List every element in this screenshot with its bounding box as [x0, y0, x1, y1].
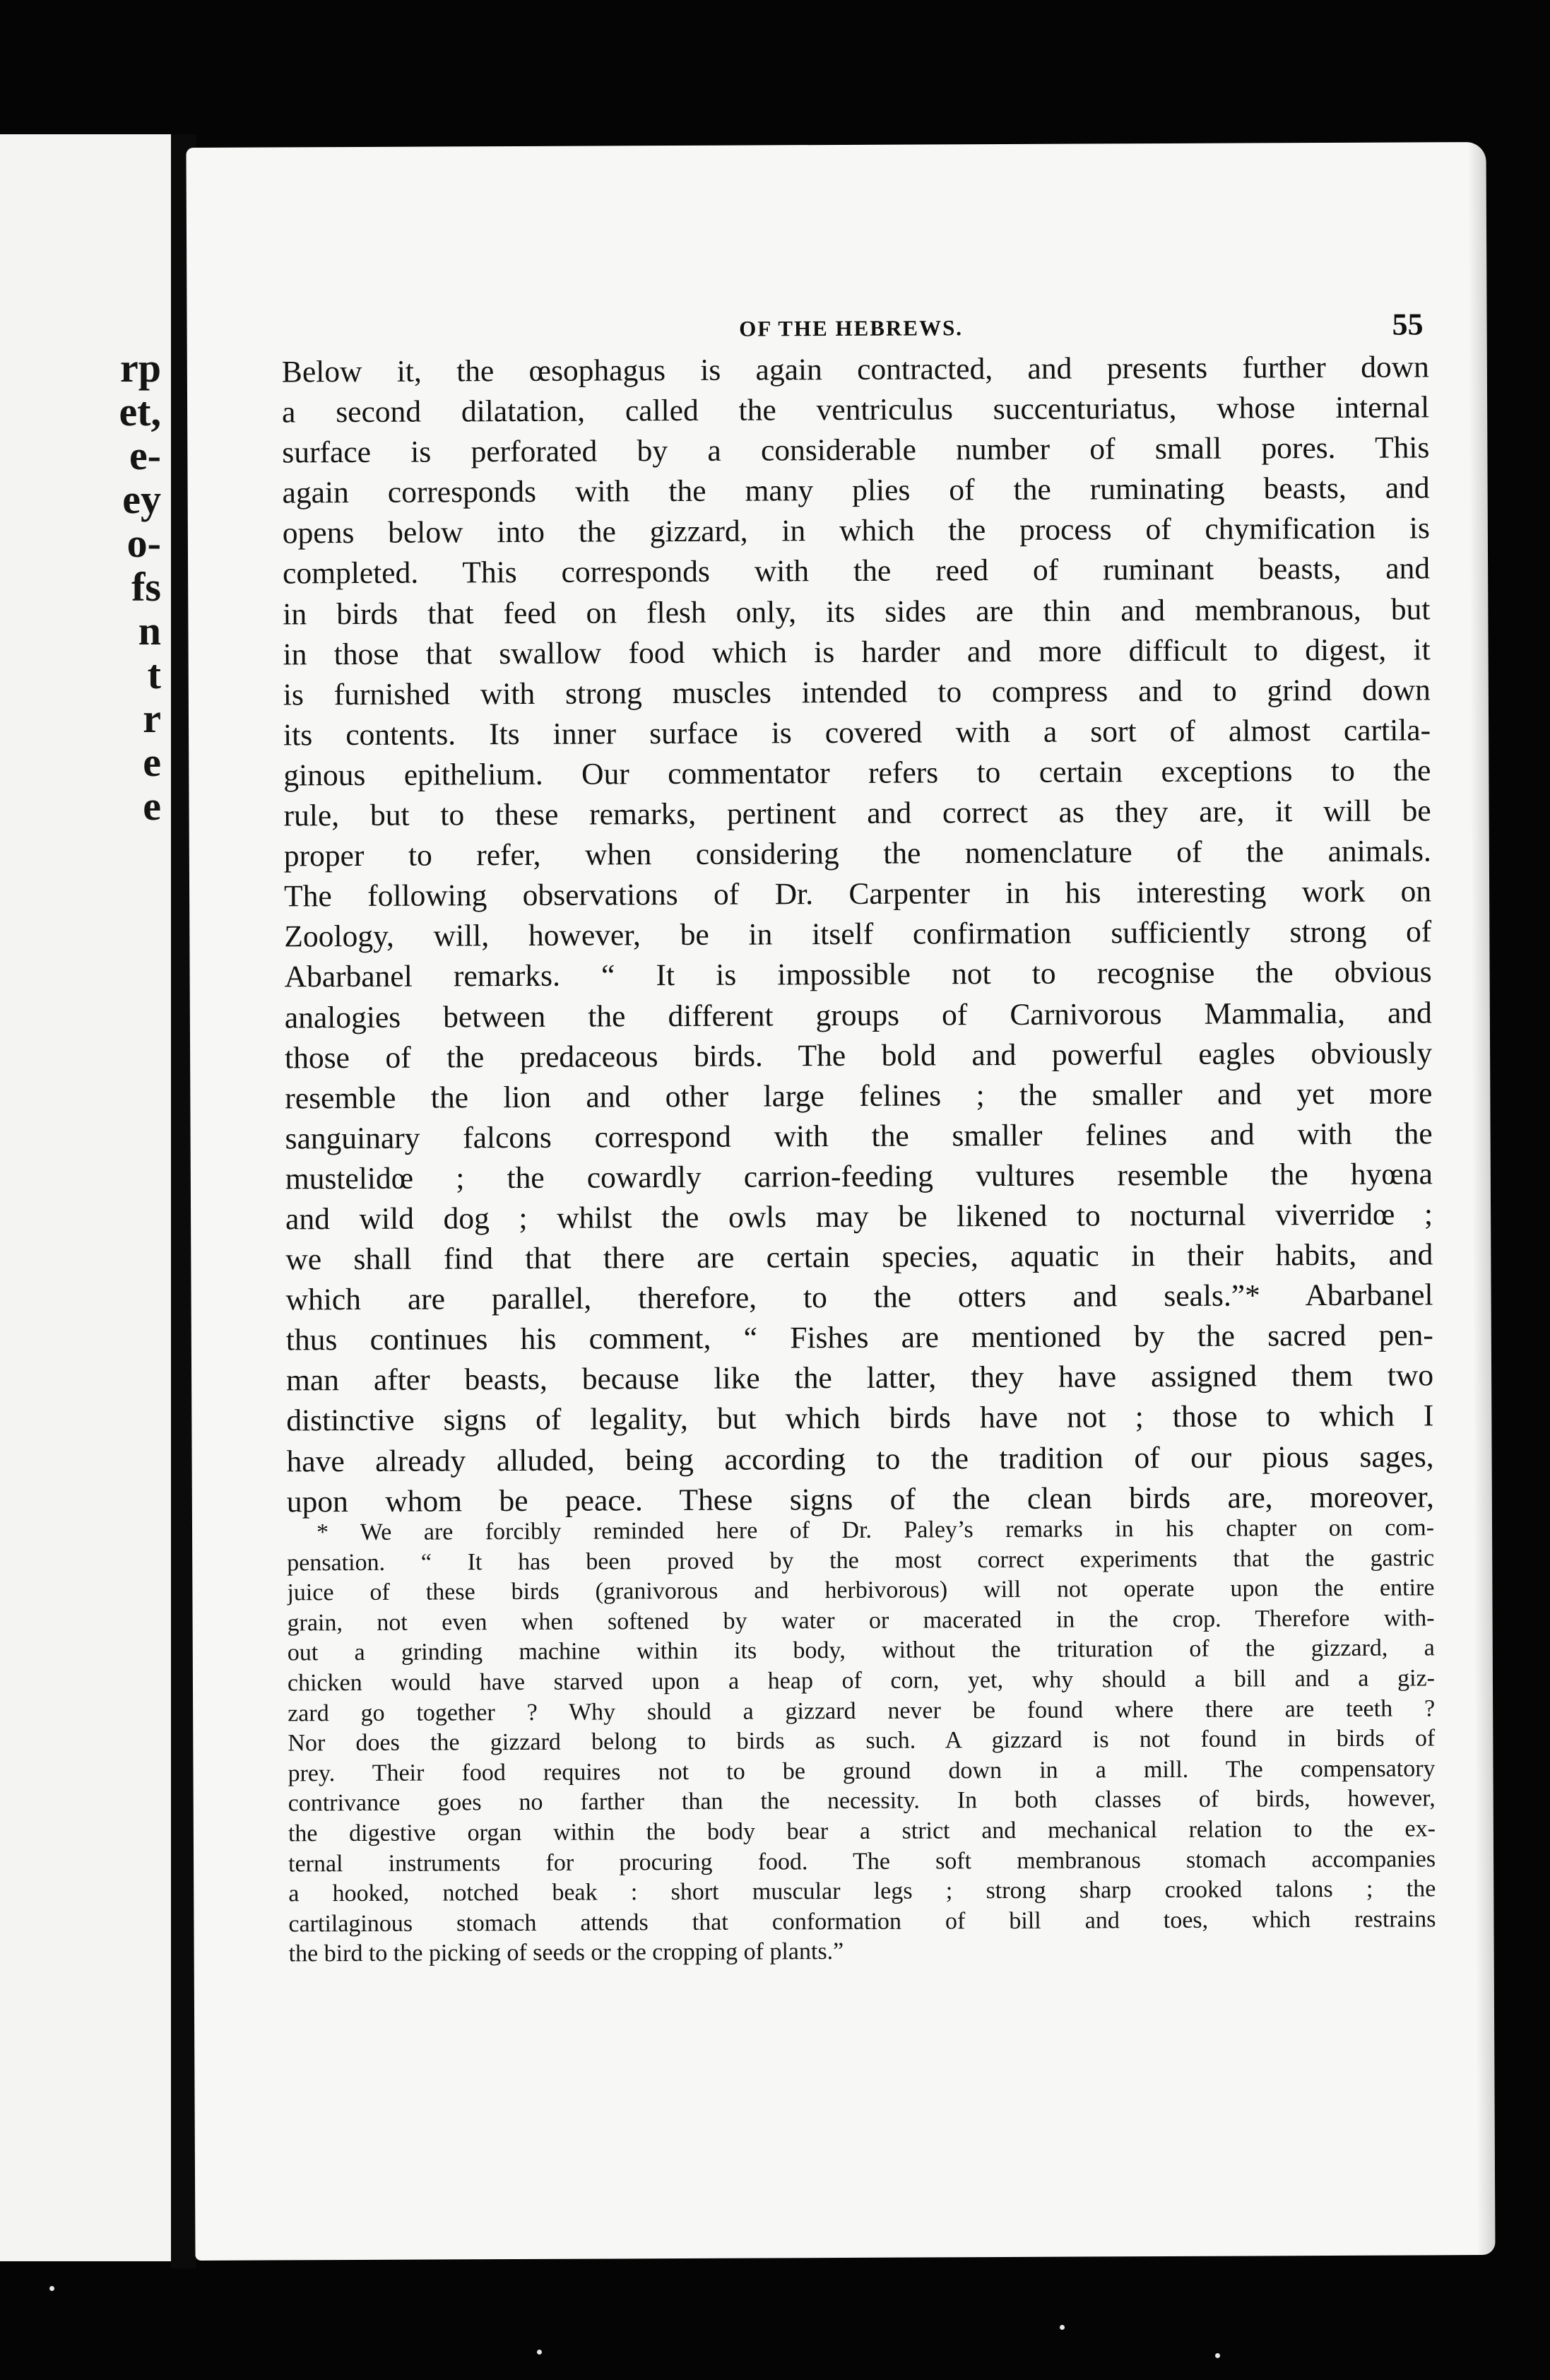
footnote-line: a hooked, notched beak : short muscular legs ; strong sharp crooked talons ; the [288, 1875, 1436, 1907]
text-line: its contents. Its inner surface is covered with a sort of almost cartila- [283, 713, 1431, 753]
text-line: completed. This corresponds with the reed of ruminant beasts, and [283, 551, 1431, 591]
footnote-line: the digestive organ within the body bear a strict and mechanical relation to the ex- [288, 1815, 1436, 1847]
text-line: again corresponds with the many plies of the ruminating beasts, and [282, 471, 1430, 510]
facing-line: e [143, 739, 161, 785]
footnote-line: out a grinding machine within its body, without the trituration of the gizzard, a [287, 1634, 1435, 1666]
text-line: proper to refer, when considering the nomenclature of the animals. [283, 834, 1431, 873]
footnote-line: pensation. “ It has been proved by the most correct experiments that the gastric [287, 1544, 1435, 1577]
footnote-line: the bird to the picking of seeds or the cropping of plants.” [288, 1938, 844, 1967]
facing-line: rp [120, 345, 161, 391]
text-line: Zoology, will, however, be in itself confirmation sufficiently strong of [284, 914, 1432, 954]
text-line: we shall find that there are certain species, aquatic in their habits, and [285, 1237, 1433, 1277]
text-line: Abarbanel remarks. “ It is impossible not to recognise the obvious [284, 955, 1432, 994]
facing-line: e- [129, 432, 161, 478]
footnote-line: cartilaginous stomach attends that conformation of bill and toes, which restrains [288, 1906, 1436, 1938]
text-line: have already alluded, being according to the tradition of our pious sages, [286, 1439, 1434, 1478]
running-title: OF THE HEBREWS. [739, 315, 964, 341]
facing-line: et, [119, 389, 161, 435]
footnote [287, 1513, 1436, 1969]
footnote-line: contrivance goes no farther than the necessity. In both classes of birds, however, [288, 1785, 1436, 1817]
text-line: upon whom be peace. These signs of the clean birds are, moreover, [286, 1479, 1434, 1519]
text-line: Below it, the œsophagus is again contracted, and presents further down [281, 350, 1429, 389]
text-line: man after beasts, because like the latter, they have assigned them two [285, 1358, 1434, 1398]
facing-line: fs [131, 564, 161, 610]
page-edge-shadow [1467, 142, 1495, 2255]
text-line: mustelidœ ; the cowardly carrion-feeding vultures resemble the hyœna [285, 1157, 1433, 1196]
text-line: is furnished with strong muscles intended to compress and to grind down [283, 673, 1431, 712]
footnote-line: zard go together ? Why should a gizzard never be found where there are teeth ? [288, 1695, 1436, 1726]
text-line: ginous epithelium. Our commentator refers to certain exceptions to the [283, 753, 1431, 793]
footnote-line: ternal instruments for procuring food. The soft membranous stomach accompanies [288, 1845, 1436, 1877]
text-line: and wild dog ; whilst the owls may be likened to nocturnal viverridœ ; [285, 1197, 1433, 1237]
facing-line: r [143, 695, 161, 741]
facing-line: e [143, 783, 161, 829]
page-number: 55 [1392, 307, 1424, 342]
footnote-line: * We are forcibly reminded here of Dr. Paley’s remarks in his chapter on com- [316, 1514, 1435, 1546]
footnote-line: Nor does the gizzard belong to birds as such. A gizzard is not found in birds of [288, 1725, 1436, 1757]
footnote-line: prey. Their food requires not to be ground down in a mill. The compensatory [288, 1755, 1436, 1787]
text-line: in birds that feed on flesh only, its sides are thin and membranous, but [283, 591, 1431, 631]
text-line: those of the predaceous birds. The bold and powerful eagles obviously [285, 1035, 1433, 1076]
text-line: a second dilatation, called the ventriculus succenturiatus, whose internal [282, 390, 1430, 430]
facing-page-fragment [0, 134, 171, 2261]
footnote-line: juice of these birds (granivorous and herbivorous) will not operate upon the entire [287, 1574, 1435, 1606]
running-head [278, 306, 1423, 353]
text-line: sanguinary falcons correspond with the smaller felines and with the [285, 1117, 1433, 1156]
facing-line: n [138, 608, 161, 654]
text-line: thus continues his comment, “ Fishes are mentioned by the sacred pen- [285, 1318, 1433, 1357]
footnote-line: grain, not even when softened by water or macerated in the crop. Therefore with- [287, 1605, 1435, 1637]
text-line: opens below into the gizzard, in which the process of chymification is [282, 511, 1430, 550]
text-line: rule, but to these remarks, pertinent and correct as they are, it will be [283, 794, 1431, 833]
text-line: The following observations of Dr. Carpenter in his interesting work on [284, 874, 1432, 914]
facing-line: o- [126, 520, 161, 566]
body-text [282, 347, 1434, 1522]
facing-line: ey [122, 476, 161, 522]
text-line: surface is perforated by a considerable number of small pores. This [282, 430, 1430, 470]
facing-page-text [0, 346, 161, 828]
footnote-line: chicken would have starved upon a heap of corn, yet, why should a bill and a giz- [287, 1665, 1436, 1697]
facing-line: t [147, 652, 161, 697]
text-line: in those that swallow food which is harder and more difficult to digest, it [283, 632, 1431, 672]
text-line: distinctive signs of legality, but which birds have not ; those to which I [286, 1398, 1434, 1438]
text-line: which are parallel, therefore, to the otters and seals.”* Abarbanel [285, 1278, 1433, 1317]
text-line: resemble the lion and other large felines ; the smaller and yet more [285, 1076, 1433, 1116]
book-page [186, 142, 1495, 2261]
text-line: analogies between the different groups of Carnivorous Mammalia, and [284, 995, 1432, 1035]
